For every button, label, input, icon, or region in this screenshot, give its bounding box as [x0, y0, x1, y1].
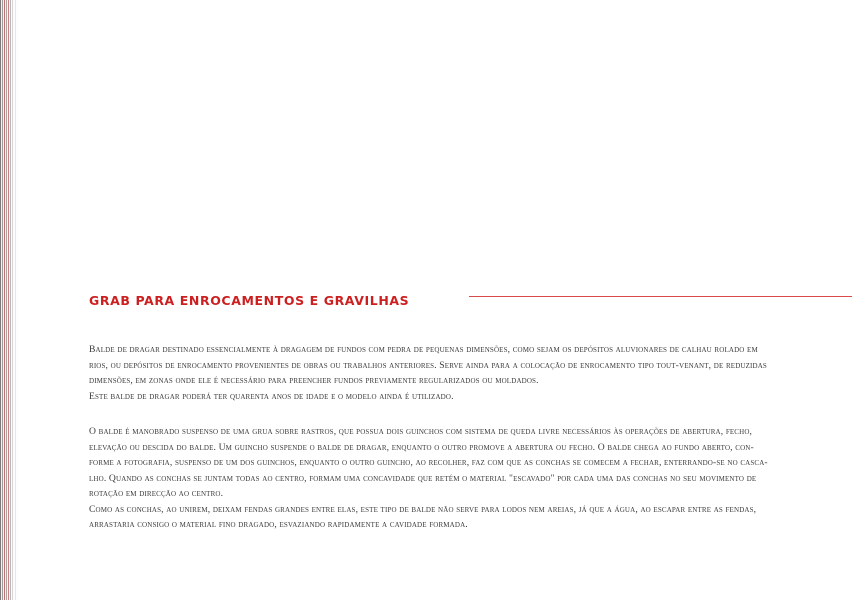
page-edge	[0, 0, 1, 600]
text-line: arrastaria consigo o material fino dragado, esvaziando rapidamente a cavidade formada.	[89, 519, 468, 530]
text-line: dimensões, em zonas onde ele é necessário para preencher fundos previamente regularizados ou moldados.	[89, 375, 539, 386]
text-line: O balde é manobrado suspenso de uma grua sobre rastros, que possua dois guinchos com sistema de queda livre necessários às operações de abertura, fecho,	[89, 426, 753, 437]
section-heading: GRAB PARA ENROCAMENTOS E GRAVILHAS	[89, 293, 410, 308]
page-edge	[2, 0, 3, 600]
text-line: rios, ou depósitos de enrocamento provenientes de obras ou trabalhos anteriores. Serve ainda para a colocação de enrocamento tipo tout-venant, de reduzidas	[89, 359, 767, 371]
text-line: Balde de dragar destinado essencialmente à dragagem de fundos com pedra de pequenas dimensões, como sejam os depósitos aluvionares de calhau rolado em	[89, 344, 758, 355]
heading-rule	[469, 296, 852, 297]
text-line: elevação ou descida do balde. Um guincho suspende o balde de dragar, enquanto o outro promove a abertura ou fecho. O balde chega ao fundo aberto, con-	[89, 441, 754, 453]
text-line: Este balde de dragar poderá ter quarenta anos de idade e o modelo ainda é utilizado.	[89, 390, 454, 402]
text-line: forme a fotografia, suspenso de um dos guinchos, enquanto o outro guincho, ao recolher, faz com que as conchas se comecem a fechar, enterrando-se no casca-	[89, 457, 768, 468]
text-line: lho. Quando as conchas se juntam todas ao centro, formam uma concavidade que retém o material "escavado" por cada uma das conchas no seu movimento de	[89, 472, 757, 484]
page-edge	[10, 0, 11, 600]
page-edge	[6, 0, 7, 600]
text-line: Como as conchas, ao unirem, deixam fendas grandes entre elas, este tipo de balde não serve para lodos nem areias, já que a água, ao escapar entre as fendas,	[89, 503, 757, 515]
paragraph-2	[89, 424, 769, 533]
page-edge	[12, 0, 13, 600]
page-edge	[8, 0, 9, 600]
paragraph-1	[89, 342, 769, 404]
page-edge	[4, 0, 5, 600]
page-edge	[15, 0, 16, 600]
text-line: rotação em direcção ao centro.	[89, 488, 224, 499]
